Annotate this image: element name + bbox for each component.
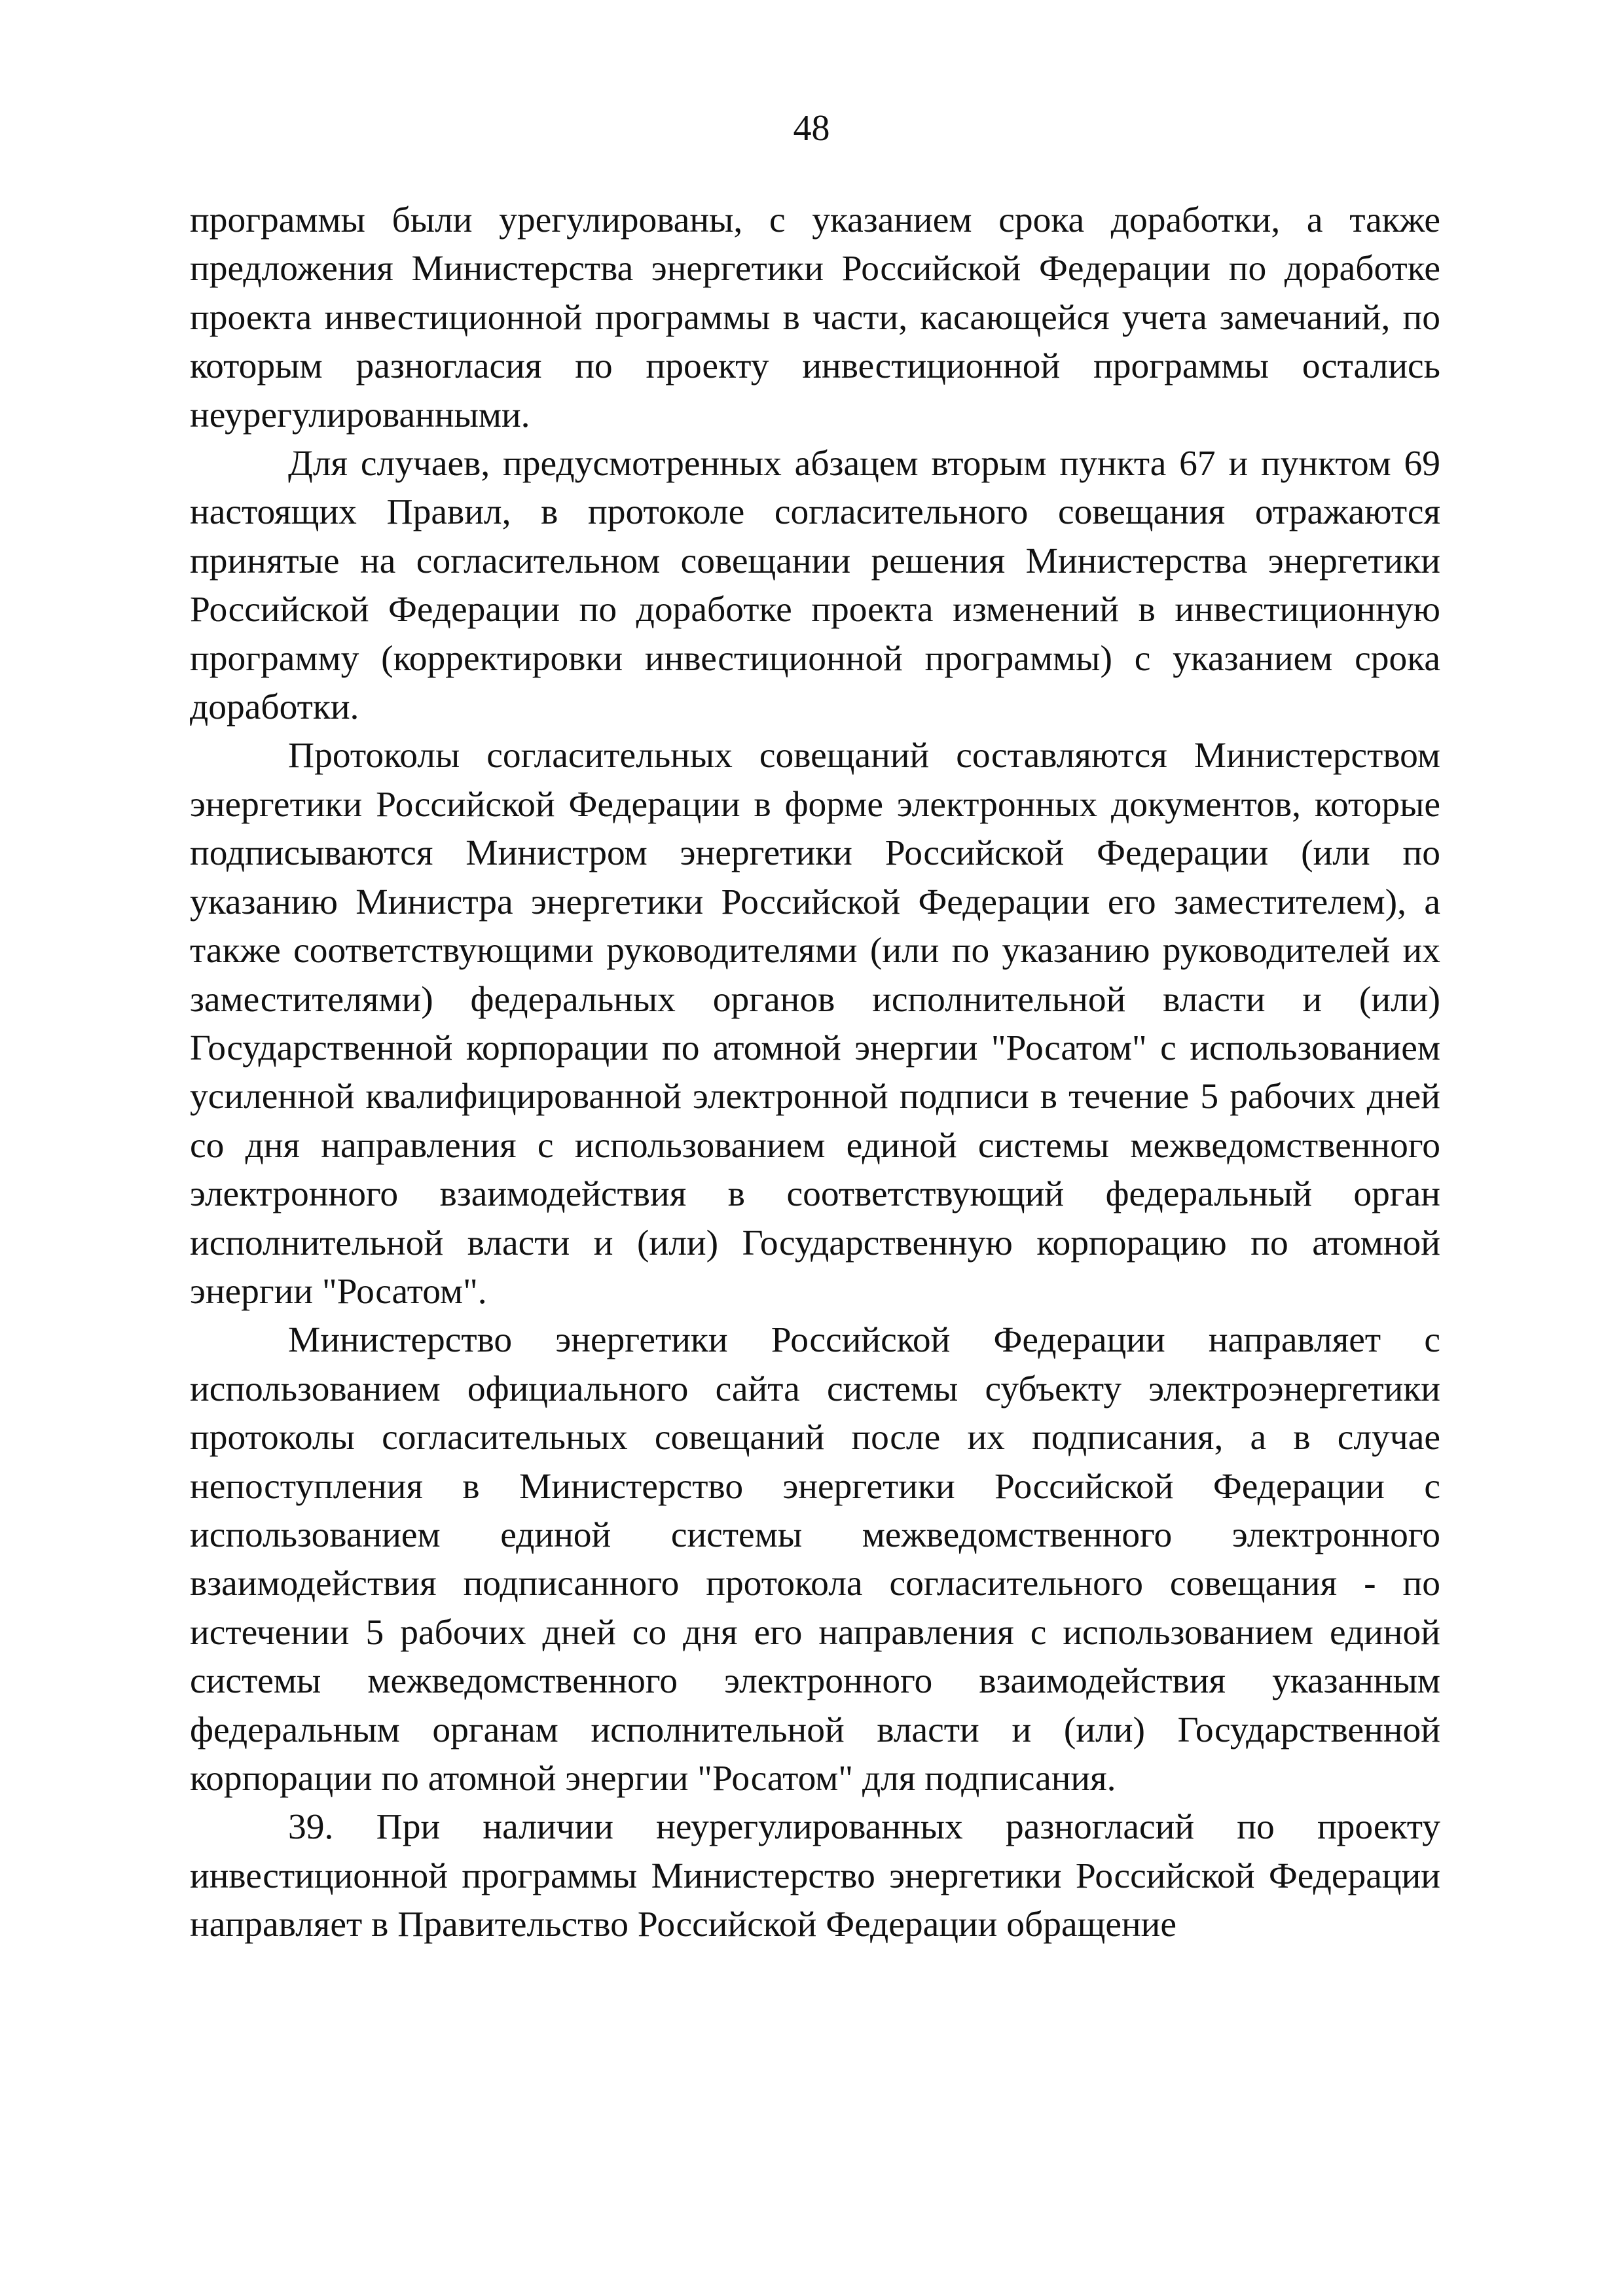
paragraph-protocols: Протоколы согласительных совещаний составляются Министерством энергетики Российской Федерации в форме электронных документов, которые подписываются Министром энергетики Российской Федерации (или по указанию Министра энергетики Российской Федерации его заместителем), а также соответствующими руководителями (или по указанию руководителей их заместителями) федеральных органов исполнительной власти и (или) Государственной корпорации по атомной энергии "Росатом" с использованием усиленной квалифицированной электронной подписи в течение 5 рабочих дней со дня направления с использованием единой системы межведомственного электронного взаимодействия в соответствующий федеральный орган исполнительной власти и (или) Государственную корпорацию по атомной энергии "Росатом". [190,736,1440,1312]
paragraph-cases: Для случаев, предусмотренных абзацем вторым пункта 67 и пунктом 69 настоящих Правил, в протоколе согласительного совещания отражаются принятые на согласительном совещании решения Министерства энергетики Российской Федерации по доработке проекта изменений в инвестиционную программу (корректировки инвестиционной программы) с указанием срока доработки. [190,444,1440,728]
paragraph-ministry-sends: Министерство энергетики Российской Федерации направляет с использованием официального сайта системы субъекту электроэнергетики протоколы согласительных совещаний после их подписания, а в случае непоступления в Министерство энергетики Российской Федерации с использованием единой системы межведомственного электронного взаимодействия подписанного протокола согласительного совещания - по истечении 5 рабочих дней со дня его направления с использованием единой системы межведомственного электронного взаимодействия указанным федеральным органам исполнительной власти и (или) Государственной корпорации по атомной энергии "Росатом" для подписания. [190,1320,1440,1799]
document-body [190,196,1440,1950]
page-number: 48 [793,108,830,149]
paragraph-item-39: 39. При наличии неурегулированных разногласий по проекту инвестиционной программы Министерство энергетики Российской Федерации направляет в Правительство Российской Федерации обращение [190,1807,1440,1945]
paragraph-continuation: программы были урегулированы, с указанием срока доработки, а также предложения Министерства энергетики Российской Федерации по доработке проекта инвестиционной программы в части, касающейся учета замечаний, по которым разногласия по проекту инвестиционной программы остались неурегулированными. [190,200,1440,435]
